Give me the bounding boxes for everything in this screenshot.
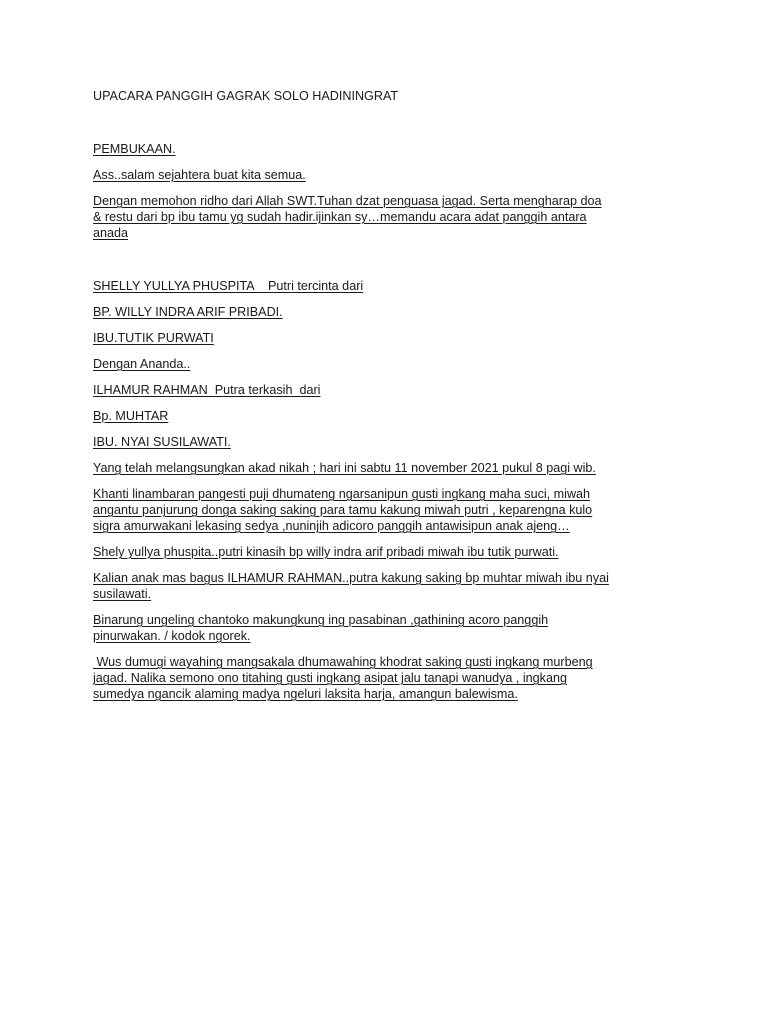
document-content bbox=[93, 88, 693, 702]
text-line: Bp. MUHTAR bbox=[93, 409, 169, 423]
document-title: UPACARA PANGGIH GAGRAK SOLO HADININGRAT bbox=[93, 89, 399, 103]
text-line: angantu panjurung donga saking saking para tamu kakung miwah putri , keparengna kulo bbox=[93, 503, 593, 517]
text-line: IBU.TUTIK PURWATI bbox=[93, 331, 214, 345]
binarung-paragraph bbox=[93, 612, 693, 644]
bride-father-paragraph bbox=[93, 304, 693, 320]
text-line: Ass..salam sejahtera buat kita semua. bbox=[93, 168, 306, 182]
intro-paragraph bbox=[93, 193, 693, 241]
greeting-paragraph bbox=[93, 167, 693, 183]
khanti-paragraph bbox=[93, 486, 693, 534]
text-line: sumedya ngancik alaming madya ngeluri laksita harja, amangun balewisma. bbox=[93, 687, 518, 701]
groom-intro-paragraph bbox=[93, 570, 693, 602]
text-line: anada bbox=[93, 226, 129, 240]
text-line: Dengan memohon ridho dari Allah SWT.Tuhan dzat penguasa jagad. Serta mengharap doa bbox=[93, 194, 602, 208]
text-line: Kalian anak mas bagus ILHAMUR RAHMAN..putra kakung saking bp muhtar miwah ibu nyai bbox=[93, 571, 609, 585]
text-line: Khanti linambaran pangesti puji dhumateng ngarsanipun gusti ingkang maha suci, miwah bbox=[93, 487, 591, 501]
groom-mother-paragraph bbox=[93, 434, 693, 450]
akad-nikah-paragraph bbox=[93, 460, 693, 476]
text-line: Shely yullya phuspita..putri kinasih bp willy indra arif pribadi miwah ibu tutik purwati. bbox=[93, 545, 559, 559]
groom-father-paragraph bbox=[93, 408, 693, 424]
text-line: sigra amurwakani lekasing sedya ,nuninjih adicoro panggih antawisipun anak ajeng… bbox=[93, 519, 570, 533]
text-line: SHELLY YULLYA PHUSPITA Putri tercinta dari bbox=[93, 279, 364, 293]
bride-intro-paragraph bbox=[93, 544, 693, 560]
wus-dumugi-paragraph bbox=[93, 654, 693, 702]
text-line: susilawati. bbox=[93, 587, 152, 601]
text-line: pinurwakan. / kodok ngorek. bbox=[93, 629, 251, 643]
text-line: & restu dari bp ibu tamu yg sudah hadir.ijinkan sy…memandu acara adat panggih antara bbox=[93, 210, 587, 224]
groom-name-paragraph bbox=[93, 382, 693, 398]
text-line: ILHAMUR RAHMAN Putra terkasih dari bbox=[93, 383, 321, 397]
bride-mother-paragraph bbox=[93, 330, 693, 346]
text-line: BP. WILLY INDRA ARIF PRIBADI. bbox=[93, 305, 283, 319]
text-line: Binarung ungeling chantoko makungkung ing pasabinan ,gathining acoro panggih bbox=[93, 613, 549, 627]
heading-pembukaan bbox=[93, 141, 693, 157]
with-ananda-paragraph bbox=[93, 356, 693, 372]
text-line: Wus dumugi wayahing mangsakala dhumawahing khodrat saking gusti ingkang murbeng bbox=[93, 655, 593, 669]
text-line: PEMBUKAAN. bbox=[93, 142, 176, 156]
text-line: Yang telah melangsungkan akad nikah ; hari ini sabtu 11 november 2021 pukul 8 pagi wib. bbox=[93, 461, 596, 475]
bride-name-paragraph bbox=[93, 278, 693, 294]
text-line: IBU. NYAI SUSILAWATI. bbox=[93, 435, 231, 449]
text-line: Dengan Ananda.. bbox=[93, 357, 191, 371]
text-line: jagad. Nalika semono ono titahing gusti ingkang asipat jalu tanapi wanudya , ingkang bbox=[93, 671, 567, 685]
